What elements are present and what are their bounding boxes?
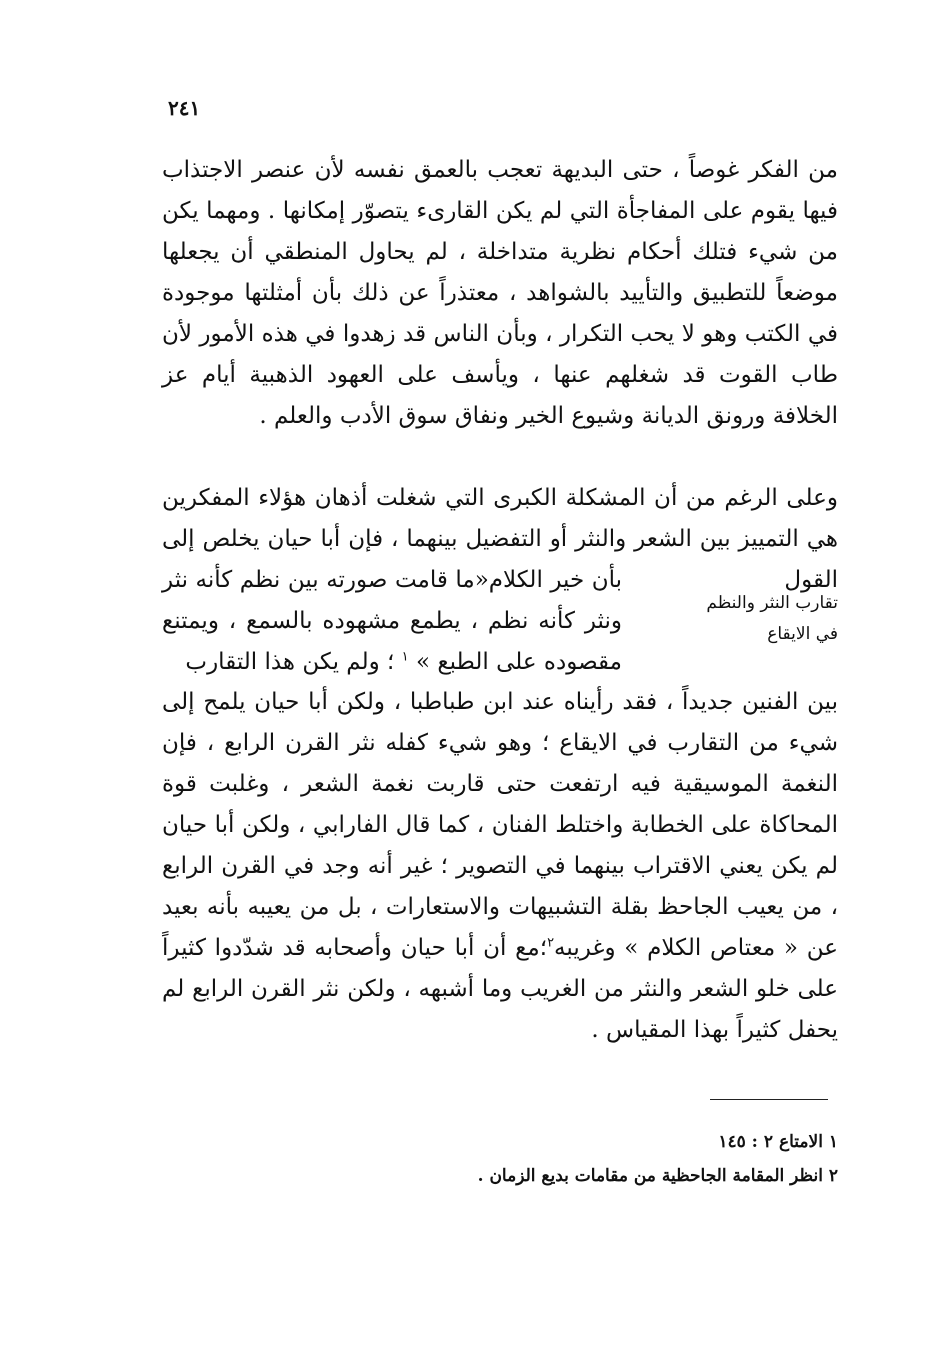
margin-note-line-1: تقارب النثر والنظم [706, 593, 838, 613]
page-number: ٢٤١ [168, 96, 201, 120]
paragraph-3 [162, 682, 838, 1051]
paragraph-2-lead: وعلى الرغم من أن المشكلة الكبرى التي شغلت أذهان هؤلاء المفكرين هي التمييز بين الشعر والنثر أو التفضيل بينهما ، فإن أبا حيان يخلص إلى القول [162, 485, 838, 593]
footnote-ref-2: ٢ [547, 935, 555, 951]
paragraph-3-part-2: ؛مع أن أبا حيان وأصحابه قد شدّدوا كثيراً على خلو الشعر والنثر من الغريب وما أشبهه ، ولكن نثر القرن الرابع لم يحفل كثيراً بهذا المقياس . [162, 935, 838, 1043]
margin-note-line-2: في الايقاع [767, 624, 838, 644]
paragraph-3-part-1: بين الفنين جديداً ، فقد رأيناه عند ابن طباطبا ، ولكن أبا حيان يلمح إلى شيء من التقارب في الايقاع ؛ وهو شيء كفله نثر القرن الرابع ، فإن النغمة الموسيقية فيه ارتفعت حتى قاربت نغمة الشعر ، وغلبت قوة المحاكاة على الخطابة واختلط الفنان ، كما قال الفارابي ، ولكن أبا حيان لم يكن يعني الاقتراب بينهما في التصوير ؛ غير أنه وجد في القرن الرابع ، من يعيب الجاحظ بقلة التشبيهات والاستعارات ، بل من يعيبه بأنه بعيد عن « معتاص الكلام » وغريبه [162, 689, 838, 961]
footnote-2: ٢ انظر المقامة الجاحظية من مقامات بديع الزمان . [477, 1166, 838, 1186]
paragraph-1: من الفكر غوصاً ، حتى البديهة تعجب بالعمق نفسه لأن عنصر الاجتذاب فيها يقوم على المفاجأة التي لم يكن القارىء يتصوّر إمكانها . ومهما يكن من شيء فتلك أحكام نظرية متداخلة ، لم يحاول المنطقي أن يجعلها موضعاً للتطبيق والتأييد بالشواهد ، معتذراً عن ذلك بأن أمثلتها موجودة في الكتب وهو لا يحب التكرار ، وبأن الناس قد زهدوا في هذه الأمور لأن طاب القوت قد شغلهم عنها ، ويأسف على العهود الذهبية أيام عز الخلافة ورونق الديانة وشيوع الخير ونفاق سوق الأدب والعلم . [162, 157, 838, 429]
paragraph-2-inset-tail: ؛ ولم يكن هذا التقارب [185, 649, 402, 675]
footnote-divider [710, 1099, 828, 1100]
footnotes [380, 1125, 838, 1193]
paragraph-2-inset [162, 560, 622, 683]
footnote-ref-1: ١ [401, 649, 409, 665]
footnote-1: ١ الامتاع ٢ : ١٤٥ [718, 1132, 838, 1152]
margin-note [672, 588, 838, 650]
paragraph-2-quote: بأن خير الكلام«ما قامت صورته بين نظم كأنه نثر ونثر كأنه نظم ، يطمع مشهوده بالسمع ، ويمتنع مقصوده على الطبع » [162, 567, 622, 675]
